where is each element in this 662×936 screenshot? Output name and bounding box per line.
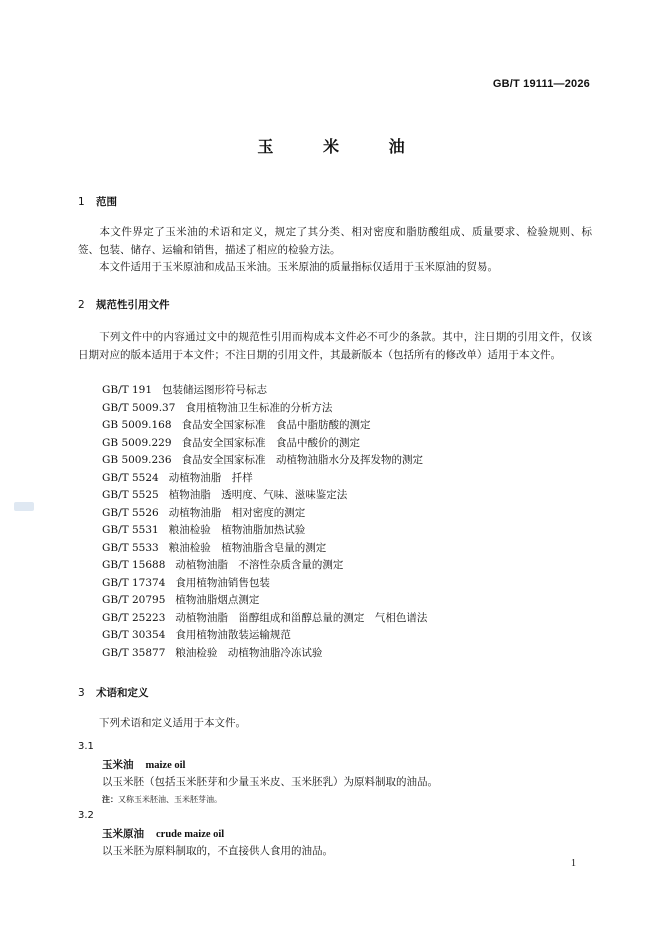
reference-item — [102, 487, 427, 505]
reference-title: 植物油脂 透明度、气味、滋味鉴定法 — [168, 489, 348, 501]
reference-code: GB/T 5524 — [102, 471, 159, 484]
standard-code: GB/T 19111—2026 — [492, 78, 590, 90]
reference-code: GB/T 30354 — [102, 629, 166, 641]
reference-item — [102, 627, 427, 645]
reference-title: 粮油检验 植物油脂加热试验 — [168, 524, 306, 536]
term-number: 3.2 — [78, 810, 94, 821]
term-heading — [102, 826, 224, 841]
reference-title: 粮油检验 动植物油脂冷冻试验 — [175, 646, 323, 659]
reference-item — [102, 470, 427, 488]
note-text: 又称玉米胚油、玉米胚芽油。 — [118, 795, 222, 804]
reference-code: GB/T 5531 — [102, 524, 159, 536]
document-title: 玉 米 油 — [257, 137, 427, 156]
reference-title: 动植物油脂 扦样 — [168, 471, 253, 484]
reference-item — [102, 575, 427, 593]
section-3-heading — [78, 685, 149, 700]
reference-code: GB/T 191 — [102, 384, 153, 396]
reference-item — [102, 592, 427, 610]
reference-code: GB/T 20795 — [102, 594, 166, 606]
reference-code: GB/T 5533 — [102, 541, 159, 554]
reference-item — [102, 382, 427, 400]
reference-item — [102, 645, 427, 663]
term-en: maize oil — [145, 760, 186, 771]
reference-title: 动植物油脂 相对密度的测定 — [168, 506, 306, 519]
reference-title: 动植物油脂 不溶性杂质含量的测定 — [175, 559, 344, 571]
reference-title: 食品安全国家标准 食品中酸价的测定 — [181, 436, 361, 449]
reference-code: GB/T 5525 — [102, 489, 159, 501]
reference-code: GB/T 17374 — [102, 576, 166, 589]
reference-code: GB/T 5526 — [102, 506, 159, 519]
reference-title: 植物油脂烟点测定 — [175, 594, 260, 606]
reference-item — [102, 505, 427, 523]
section-number: 2 — [78, 299, 85, 311]
reference-code: GB/T 5009.37 — [102, 401, 176, 414]
reference-item — [102, 522, 427, 540]
reference-item — [102, 557, 427, 575]
term-heading — [102, 757, 185, 772]
term-definition: 以玉米胚（包括玉米胚芽和少量玉米皮、玉米胚乳）为原料制取的油品。 — [102, 776, 438, 788]
reference-title: 食用植物油销售包装 — [175, 576, 270, 589]
reference-item — [102, 435, 427, 453]
reference-code: GB/T 25223 — [102, 611, 166, 624]
reference-item — [102, 417, 427, 435]
reference-title: 食用植物油散装运输规范 — [175, 629, 291, 641]
section-number: 3 — [78, 687, 85, 699]
page-number: 1 — [571, 858, 576, 869]
reference-title: 食品安全国家标准 食品中脂肪酸的测定 — [181, 419, 371, 431]
reference-item — [102, 452, 427, 470]
reference-code: GB 5009.236 — [102, 454, 172, 466]
reference-item — [102, 610, 427, 628]
term-definition: 以玉米胚为原料制取的，不直接供人食用的油品。 — [102, 845, 333, 857]
section-number: 1 — [78, 196, 85, 208]
reference-title: 食品安全国家标准 动植物油脂水分及挥发物的测定 — [181, 454, 424, 466]
section-2-intro: 下列文件中的内容通过文中的规范性引用而构成本文件必不可少的条款。其中，注日期的引用文件，仅该日期对应的版本适用于本文件；不注日期的引用文件，其最新版本（包括所有的修改单）适用于本文件。 — [78, 331, 592, 361]
reference-title: 食用植物油卫生标准的分析方法 — [185, 401, 333, 414]
reference-item — [102, 540, 427, 558]
normative-reference-list — [102, 382, 427, 662]
note-label: 注： — [102, 795, 118, 804]
section-1-paragraph-2: 本文件适用于玉米原油和成品玉米油。玉米原油的质量指标仅适用于玉米原油的贸易。 — [99, 261, 498, 273]
section-1-heading — [78, 194, 117, 209]
reference-title: 动植物油脂 甾醇组成和甾醇总量的测定 气相色谱法 — [175, 611, 428, 624]
reference-title: 包装储运图形符号标志 — [162, 384, 268, 396]
term-note — [102, 794, 222, 805]
section-1-paragraph-1: 本文件界定了玉米油的术语和定义，规定了其分类、相对密度和脂肪酸组成、质量要求、检验规则、标签、包装、储存、运输和销售，描述了相应的检验方法。 — [78, 226, 592, 256]
reference-code: GB/T 15688 — [102, 559, 166, 571]
term-en: crude maize oil — [156, 829, 225, 840]
section-title: 术语和定义 — [96, 687, 149, 699]
reference-item — [102, 400, 427, 418]
reference-code: GB 5009.229 — [102, 436, 172, 449]
reference-code: GB/T 35877 — [102, 646, 166, 659]
section-3-intro: 下列术语和定义适用于本文件。 — [99, 717, 246, 729]
term-number: 3.1 — [78, 741, 94, 752]
section-2-heading — [78, 297, 170, 312]
reference-title: 粮油检验 植物油脂含皂量的测定 — [168, 541, 327, 554]
term-zh: 玉米油 — [102, 759, 134, 771]
section-title: 范围 — [96, 196, 117, 208]
reference-code: GB 5009.168 — [102, 419, 172, 431]
section-title: 规范性引用文件 — [96, 299, 170, 311]
term-zh: 玉米原油 — [102, 828, 144, 840]
side-bookmark-marker — [14, 502, 34, 511]
